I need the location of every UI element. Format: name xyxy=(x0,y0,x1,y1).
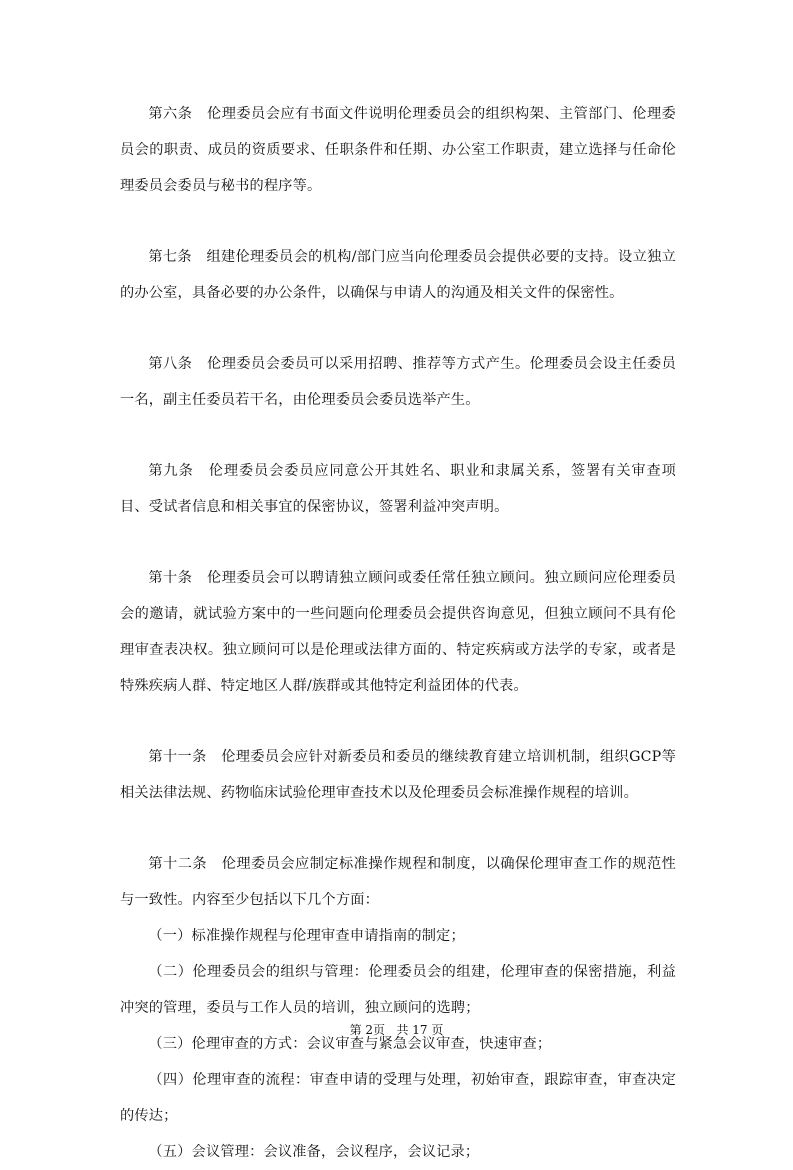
article-11-paragraph: 第十一条 伦理委员会应针对新委员和委员的继续教育建立培训机制，组织GCP等相关法律法规、药物临床试验伦理审查技术以及伦理委员会标准操作规程的培训。 xyxy=(120,749,676,801)
article-10-paragraph: 第十条 伦理委员会可以聘请独立顾问或委任常任独立顾问。独立顾问应伦理委员会的邀请，就试验方案中的一些问题向伦理委员会提供咨询意见，但独立顾问不具有伦理审查表决权。独立顾问可以是伦理或法律方面的、特定疾病或方法学的专家，或者是特殊疾病人群、特定地区人群/族群或其他特定利益团体的代表。 xyxy=(120,570,676,694)
document-body xyxy=(120,96,676,1170)
article-8-paragraph: 第八条 伦理委员会委员可以采用招聘、推荐等方式产生。伦理委员会设主任委员一名，副主任委员若干名，由伦理委员会委员选举产生。 xyxy=(120,356,676,408)
article-12-paragraph: 第十二条 伦理委员会应制定标准操作规程和制度，以确保伦理审查工作的规范性与一致性。内容至少包括以下几个方面： xyxy=(120,856,676,908)
list-item: （一）标准操作规程与伦理审查申请指南的制定； xyxy=(148,928,465,944)
list-item: （五）会议管理：会议准备，会议程序，会议记录； xyxy=(148,1144,480,1160)
list-item: （三）伦理审查的方式：会议审查与紧急会议审查，快速审查； xyxy=(148,1036,552,1052)
page-number-footer: 第 2页 共 17 页 xyxy=(349,1023,444,1037)
list-item: （二）伦理委员会的组织与管理：伦理委员会的组建，伦理审查的保密措施，利益冲突的管理，委员与工作人员的培训，独立顾问的选聘； xyxy=(120,964,676,1016)
article-6-paragraph: 第六条 伦理委员会应有书面文件说明伦理委员会的组织构架、主管部门、伦理委员会的职责、成员的资质要求、任职条件和任期、办公室工作职责，建立选择与任命伦理委员会委员与秘书的程序等。 xyxy=(120,106,676,194)
article-7-paragraph: 第七条 组建伦理委员会的机构/部门应当向伦理委员会提供必要的支持。设立独立的办公室，具备必要的办公条件，以确保与申请人的沟通及相关文件的保密性。 xyxy=(120,249,676,301)
article-9-paragraph: 第九条 伦理委员会委员应同意公开其姓名、职业和隶属关系，签署有关审查项目、受试者信息和相关事宜的保密协议，签署利益冲突声明。 xyxy=(120,463,676,515)
list-item: （四）伦理审查的流程：审查申请的受理与处理，初始审查，跟踪审查，审查决定的传达； xyxy=(120,1072,676,1124)
